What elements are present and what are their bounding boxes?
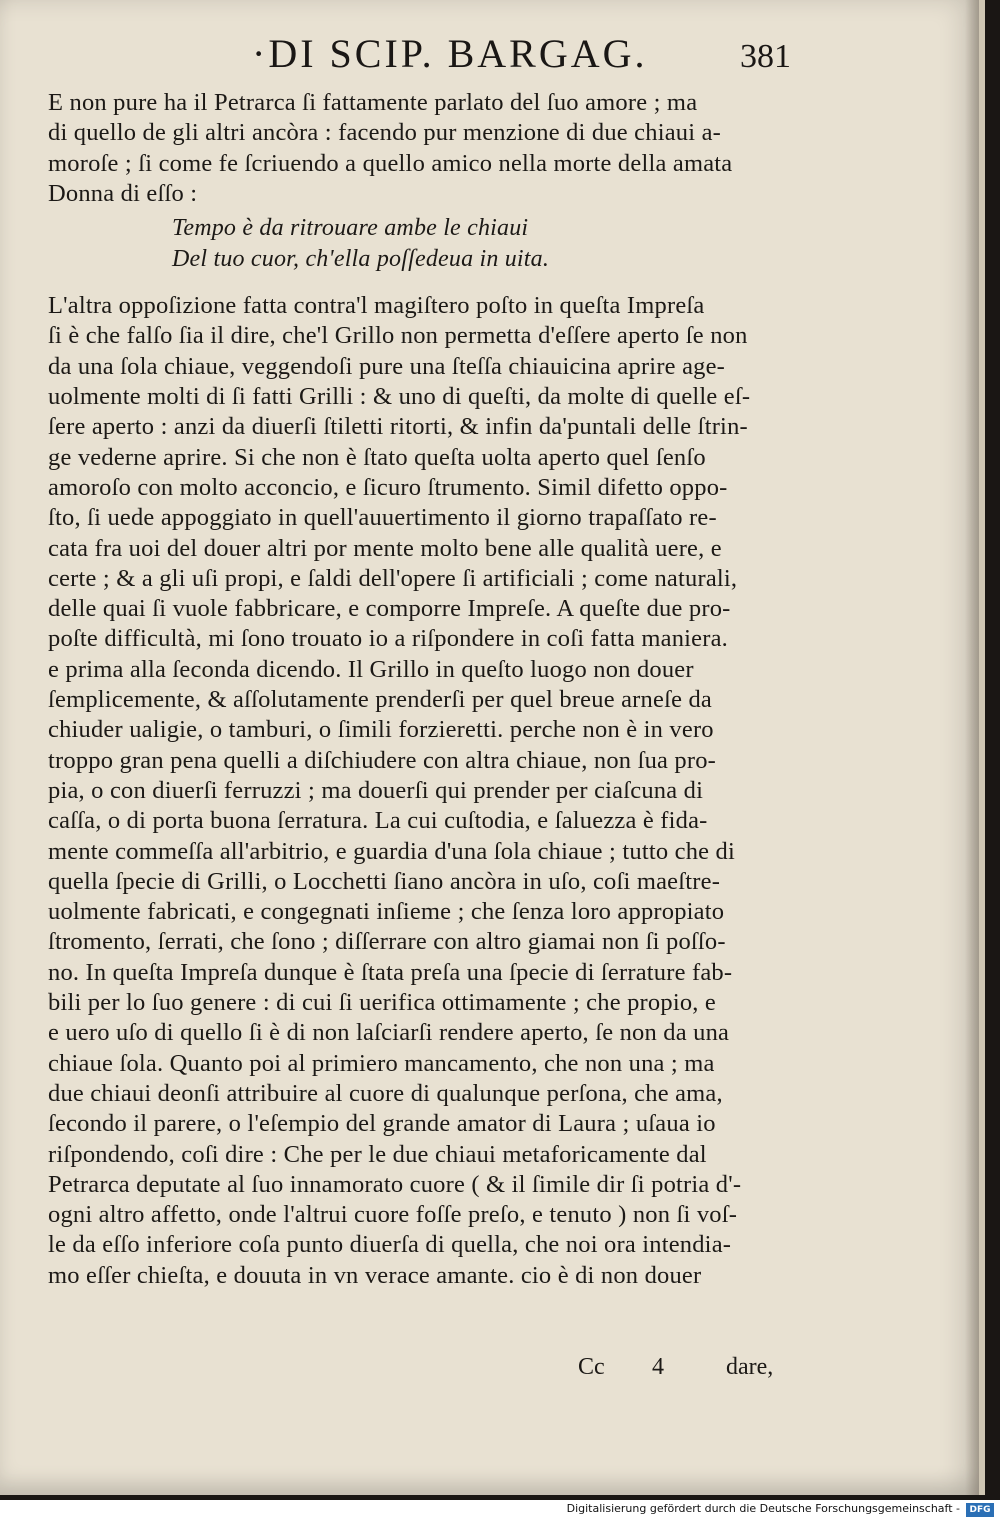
- text-line: Petrarca deputate al ſuo innamorato cuore ( & il ſimile dir ſi potria d'-: [48, 1170, 742, 1198]
- text-line: no. In queſta Impreſa dunque è ſtata preſa una ſpecie di ſerrature fab-: [48, 958, 733, 986]
- catchword: dare,: [726, 1354, 774, 1380]
- text-line: ſecondo il parere, o l'eſempio del grande amator di Laura ; uſaua io: [48, 1110, 716, 1138]
- text-line: chiaue ſola. Quanto poi al primiero mancamento, che non una ; ma: [48, 1049, 715, 1077]
- text-line: mente commeſſa all'arbitrio, e guardia d'una ſola chiaue ; tutto che di: [48, 837, 736, 865]
- text-line: amoroſo con molto acconcio, e ſicuro ſtrumento. Simil difetto oppo-: [48, 473, 728, 501]
- text-line: E non pure ha il Petrarca ſi fattamente parlato del ſuo amore ; ma: [48, 89, 698, 116]
- text-line: ſto, ſi uede appoggiato in quell'auuertimento il giorno trapaſſato re-: [48, 504, 717, 532]
- text-line: caſſa, o di porta buona ſerratura. La cui cuſtodia, e ſaluezza è fida-: [48, 807, 708, 835]
- text-line: di quello de gli altri ancòra : facendo pur menzione di due chiaui a-: [48, 119, 722, 147]
- text-line: uolmente fabricati, e congegnati inſieme ; che ſenza loro appropiato: [48, 898, 725, 926]
- paragraph-1: [48, 88, 833, 209]
- text-line: moroſe ; ſi come fe ſcriuendo a quello amico nella morte della amata: [48, 149, 733, 177]
- page-header: [0, 24, 985, 84]
- text-line: chiuder ualigie, o tamburi, o ſimili forzieretti. perche non è in vero: [48, 716, 714, 744]
- text-line: mo eſſer chieſta, e douuta in vn verace amante. cio è di non douer: [48, 1261, 702, 1289]
- text-line: e prima alla ſeconda dicendo. Il Grillo in queſto luogo non douer: [48, 655, 694, 683]
- text-line: L'altra oppoſizione fatta contra'l magiſtero poſto in queſta Impreſa: [48, 292, 705, 320]
- paragraph-2: [48, 291, 833, 1291]
- text-line: Tempo è da ritrouare ambe le chiaui: [172, 215, 529, 242]
- text-line: riſpondendo, coſi dire : Che per le due chiaui metaforicamente dal: [48, 1140, 707, 1168]
- credit-text: Digitalisierung gefördert durch die Deutsche Forschungsgemeinschaft -: [566, 1502, 960, 1515]
- text-line: cata fra uoi del douer altri por mente molto bene alle qualità uere, e: [48, 534, 722, 562]
- text-line: bili per lo ſuo genere : di cui ſi uerifica ottimamente ; che propio, e: [48, 989, 716, 1017]
- text-line: ge vederne aprire. Si che non è ſtato queſta uolta aperto quel ſenſo: [48, 443, 706, 471]
- text-line: da una ſola chiaue, veggendoſi pure una ſteſſa chiauicina aprire age-: [48, 352, 726, 380]
- text-line: ſere aperto : anzi da diuerſi ſtiletti ritorti, & infin da'puntali delle ſtrin-: [48, 413, 748, 441]
- text-line: due chiaui deonſi attribuire al cuore di qualunque perſona, che ama,: [48, 1079, 723, 1107]
- text-line: delle quai ſi vuole fabbricare, e comporre Impreſe. A queſte due pro-: [48, 595, 731, 623]
- text-line: ſemplicemente, & aſſolutamente prenderſi per quel breue arneſe da: [48, 686, 712, 714]
- signature-number: 4: [652, 1354, 664, 1380]
- page-footer: [0, 1354, 985, 1394]
- text-line: quella ſpecie di Grilli, o Locchetti ſiano ancòra in uſo, coſi maeſtre-: [48, 867, 721, 895]
- running-head: ·DI SCIP. BARGAG.: [252, 31, 648, 76]
- text-line: e uero uſo di quello ſi è di non laſciarſi rendere aperto, ſe non da una: [48, 1019, 730, 1047]
- dfg-logo: DFG: [966, 1503, 994, 1517]
- page-number: 381: [740, 38, 791, 75]
- text-line: certe ; & a gli uſi propi, e ſaldi dell'opere ſi artificiali ; come naturali,: [48, 564, 738, 592]
- text-line: ſtromento, ſerrati, che ſono ; diſſerrare con altro giamai non ſi poſſo-: [48, 928, 726, 956]
- text-line: pia, o con diuerſi ferruzzi ; ma douerſi qui prender per ciaſcuna di: [48, 776, 704, 804]
- signature-mark: Cc: [578, 1354, 605, 1380]
- digitization-credit-bar: [0, 1500, 1000, 1520]
- verse-quotation: [172, 213, 833, 275]
- text-line: le da eſſo inferiore coſa punto diuerſa di quella, che noi ora intendia-: [48, 1231, 732, 1259]
- text-line: ſi è che falſo ſia il dire, che'l Grillo non permetta d'eſſere aperto ſe non: [48, 322, 748, 350]
- text-line: poſte difficultà, mi ſono trouato io a riſpondere in coſi fatta maniera.: [48, 625, 729, 653]
- text-line: Del tuo cuor, ch'ella poſſedeua in uita.: [172, 246, 550, 273]
- text-line: uolmente molti di ſi fatti Grilli : & uno di queſti, da molte di quelle eſ-: [48, 383, 751, 411]
- text-line: ogni altro affetto, onde l'altrui cuore foſſe preſo, e tenuto ) non ſi voſ-: [48, 1201, 738, 1229]
- text-line: Donna di eſſo :: [48, 179, 198, 207]
- text-line: troppo gran pena quelli a diſchiudere con altra chiaue, non ſua pro-: [48, 746, 717, 774]
- body-text: [48, 88, 833, 1291]
